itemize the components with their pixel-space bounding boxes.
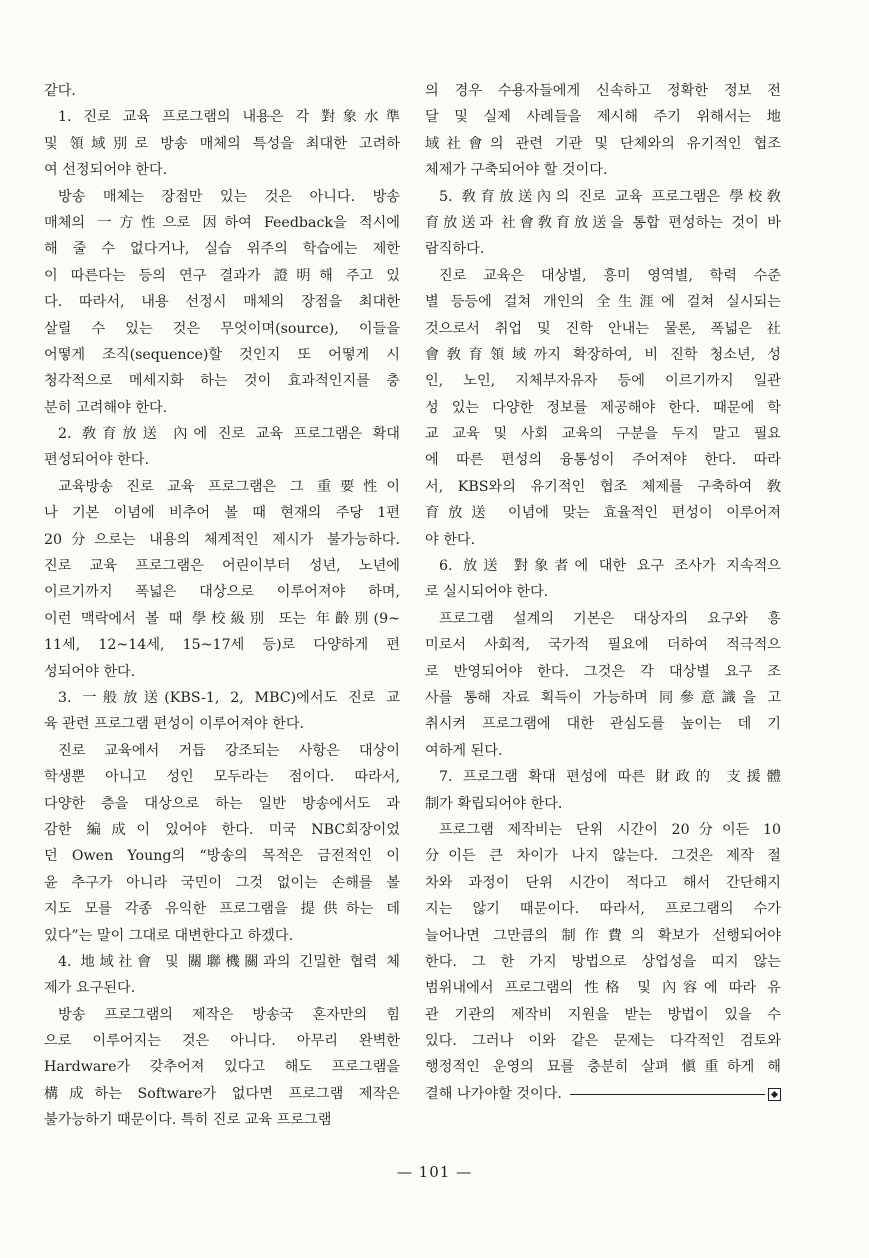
text-line: 의 경우 수용자들에게 신속하고 정확한 정보 전: [425, 83, 781, 99]
text-line: 3. 一般放送(KBS-1, 2, MBC)에서도 진로 교: [58, 689, 400, 706]
text-line: 1. 진로 교육 프로그램의 내용은 각 對象水準: [58, 109, 400, 126]
text-line: 한다. 그 한 가지 방법으로 상업성을 띠지 않는: [425, 953, 781, 970]
text-line: 제가 요구된다.: [44, 980, 136, 997]
text-line: 방송 프로그램의 제작은 방송국 혼자만의 힘: [58, 1006, 400, 1023]
text-line: 성 있는 다양한 정보를 제공해야 한다. 때문에 학: [425, 399, 781, 416]
text-line: 로 반영되어야 한다. 그것은 각 대상별 요구 조: [425, 663, 781, 680]
text-line: Hardware가 갖추어져 있다고 해도 프로그램을: [44, 1059, 400, 1076]
text-line: 여 선정되어야 한다.: [44, 162, 168, 179]
text-line: 制가 확립되어야 한다.: [425, 795, 563, 812]
text-line: 어떻게 조직(sequence)할 것인지 또 어떻게 시: [44, 346, 400, 363]
text-line: 편성되어야 한다.: [44, 452, 149, 469]
text-line: 지도 모를 각종 유익한 프로그램을 提供하는 데: [44, 901, 400, 918]
text-line: 감한 編成이 있어야 한다. 미국 NBC회장이었: [44, 821, 400, 838]
text-line: 행정적인 운영의 묘를 충분히 살펴 愼重하게 해: [425, 1059, 781, 1076]
text-line: 취시켜 프로그램에 대한 관심도를 높이는 데 기: [425, 716, 781, 733]
text-line: 會敎育領域까지 확장하여, 비 진학 청소년, 성: [425, 346, 781, 363]
text-line: 6. 放送 對象者에 대한 요구 조사가 지속적으: [439, 558, 781, 575]
text-line-end: [425, 1081, 781, 1107]
text-line: 있다. 그러나 이와 같은 문제는 다각적인 검토와: [425, 1033, 781, 1050]
text-line: 분히 고려해야 한다.: [44, 399, 168, 416]
text-line: 지는 않기 때문이다. 따라서, 프로그램의 수가: [425, 901, 781, 918]
text-line: 5. 敎育放送內의 진로 교육 프로그램은 學校敎: [439, 188, 781, 205]
text-line: 인, 노인, 지체부자유자 등에 이르기까지 일관: [425, 373, 781, 390]
text-line: 매체의 一方性으로 因하여 Feedback을 적시에: [44, 214, 400, 231]
text-line: 체제가 구축되어야 할 것이다.: [425, 162, 608, 179]
text-line: 있다”는 말이 그대로 대변한다고 하겠다.: [44, 927, 294, 944]
text-line: 이르기까지 폭넓은 대상으로 이루어져야 하며,: [44, 584, 400, 601]
text-line: 11세, 12~14세, 15~17세 등)로 다양하게 편: [44, 637, 400, 654]
text-line: 2. 敎育放送 內에 진로 교육 프로그램은 확대: [58, 426, 400, 443]
text-line: 다. 따라서, 내용 선정시 매체의 장점을 최대한: [44, 294, 400, 311]
right-text-column: [425, 78, 781, 1107]
text-line: 교육방송 진로 교육 프로그램은 그 重要性이: [58, 478, 400, 495]
text-line: 람직하다.: [425, 241, 485, 258]
text-line: 域社會의 관련 기관 및 단체와의 유기적인 협조: [425, 135, 781, 152]
text-line: 7. 프로그램 확대 편성에 따른 財政的 支援體: [439, 769, 781, 786]
text-line: 構成하는 Software가 없다면 프로그램 제작은: [44, 1085, 400, 1102]
text-line: 分이든 큰 차이가 나지 않는다. 그것은 제작 절: [425, 848, 781, 865]
text-line: 및 領域別로 방송 매체의 특성을 최대한 고려하: [44, 135, 400, 152]
text-line: 결해 나가야할 것이다.: [425, 1085, 562, 1102]
end-rule: [570, 1094, 765, 1095]
text-line: 로 실시되어야 한다.: [425, 584, 549, 601]
text-line: 에 따른 편성의 융통성이 주어져야 한다. 따라: [425, 452, 781, 469]
text-line: 야 한다.: [425, 531, 476, 548]
text-line: 늘어나면 그만큼의 制作費의 확보가 선행되어야: [425, 927, 781, 944]
text-line: 4. 地域社會 및 關聯機關과의 긴밀한 협력 체: [58, 953, 400, 970]
text-line: 으로 이루어지는 것은 아니다. 아무리 완벽한: [44, 1033, 400, 1050]
text-line: 학생뿐 아니고 성인 모두라는 점이다. 따라서,: [44, 769, 400, 786]
text-line: 20分으로는 내용의 체계적인 제시가 불가능하다.: [44, 531, 400, 548]
text-line: 청각적으로 메세지화 하는 것이 효과적인지를 충: [44, 373, 400, 390]
text-line: 같다.: [44, 83, 76, 99]
text-line: 육 관련 프로그램 편성이 이루어져야 한다.: [44, 716, 305, 733]
text-line: 프로그램 설계의 기본은 대상자의 요구와 흥: [439, 610, 781, 627]
text-line: 별 등등에 걸쳐 개인의 全生涯에 걸쳐 실시되는: [425, 294, 781, 311]
text-line: 살릴 수 있는 것은 무엇이며(source), 이들을: [44, 320, 400, 337]
left-text-column: [44, 78, 400, 1134]
text-line: 여하게 된다.: [425, 742, 503, 759]
text-line: 프로그램 제작비는 단위 시간이 20分이든 10: [439, 821, 781, 838]
text-line: 育放送과 社會敎育放送을 통합 편성하는 것이 바: [425, 214, 781, 231]
text-line: 이런 맥락에서 볼 때 學校級別 또는 年齡別(9~: [44, 610, 400, 627]
text-line: 성되어야 한다.: [44, 663, 136, 680]
text-line: 차와 과정이 단위 시간이 적다고 해서 간단해지: [425, 874, 781, 891]
text-line: 미로서 사회적, 국가적 필요에 더하여 적극적으: [425, 637, 781, 654]
text-line: 育放送 이념에 맞는 효율적인 편성이 이루어져: [425, 505, 781, 522]
text-line: 진로 교육 프로그램은 어린이부터 성년, 노년에: [44, 558, 400, 575]
end-mark-icon: [768, 1088, 781, 1101]
text-line: 서, KBS와의 유기적인 협조 체제를 구축하여 敎: [425, 478, 781, 495]
text-line: 사를 통해 자료 획득이 가능하며 同參意識을 고: [425, 689, 781, 706]
text-line: 이 따른다는 등의 연구 결과가 證明해 주고 있: [44, 267, 400, 284]
text-line: 방송 매체는 장점만 있는 것은 아니다. 방송: [58, 188, 400, 205]
text-line: 달 및 실제 사례들을 제시해 주기 위해서는 地: [425, 109, 781, 126]
text-line: 진로 교육은 대상별, 흥미 영역별, 학력 수준: [439, 267, 781, 284]
text-line: 나 기본 이념에 비추어 볼 때 현재의 주당 1편: [44, 505, 400, 522]
text-line: 것으로서 취업 및 진학 안내는 물론, 폭넓은 社: [425, 320, 781, 337]
page-number: — 101 —: [396, 1163, 473, 1181]
text-line: 다양한 층을 대상으로 하는 일반 방송에서도 과: [44, 795, 400, 812]
text-line: 불가능하기 때문이다. 특히 진로 교육 프로그램: [44, 1112, 332, 1129]
text-line: 진로 교육에서 거듭 강조되는 사항은 대상이: [58, 742, 400, 759]
text-line: 관 기관의 제작비 지원을 받는 방법이 있을 수: [425, 1006, 781, 1023]
text-line: 범위내에서 프로그램의 性格 및 內容에 따라 유: [425, 980, 781, 997]
text-line: 던 Owen Young의 “방송의 목적은 금전적인 이: [44, 848, 400, 865]
text-line: 윤 추구가 아니라 국민이 그것 없이는 손해를 볼: [44, 874, 400, 891]
text-line: 해 줄 수 없다거나, 실습 위주의 학습에는 제한: [44, 241, 400, 258]
text-line: 교 교육 및 사회 교육의 구분을 두지 말고 필요: [425, 426, 781, 443]
